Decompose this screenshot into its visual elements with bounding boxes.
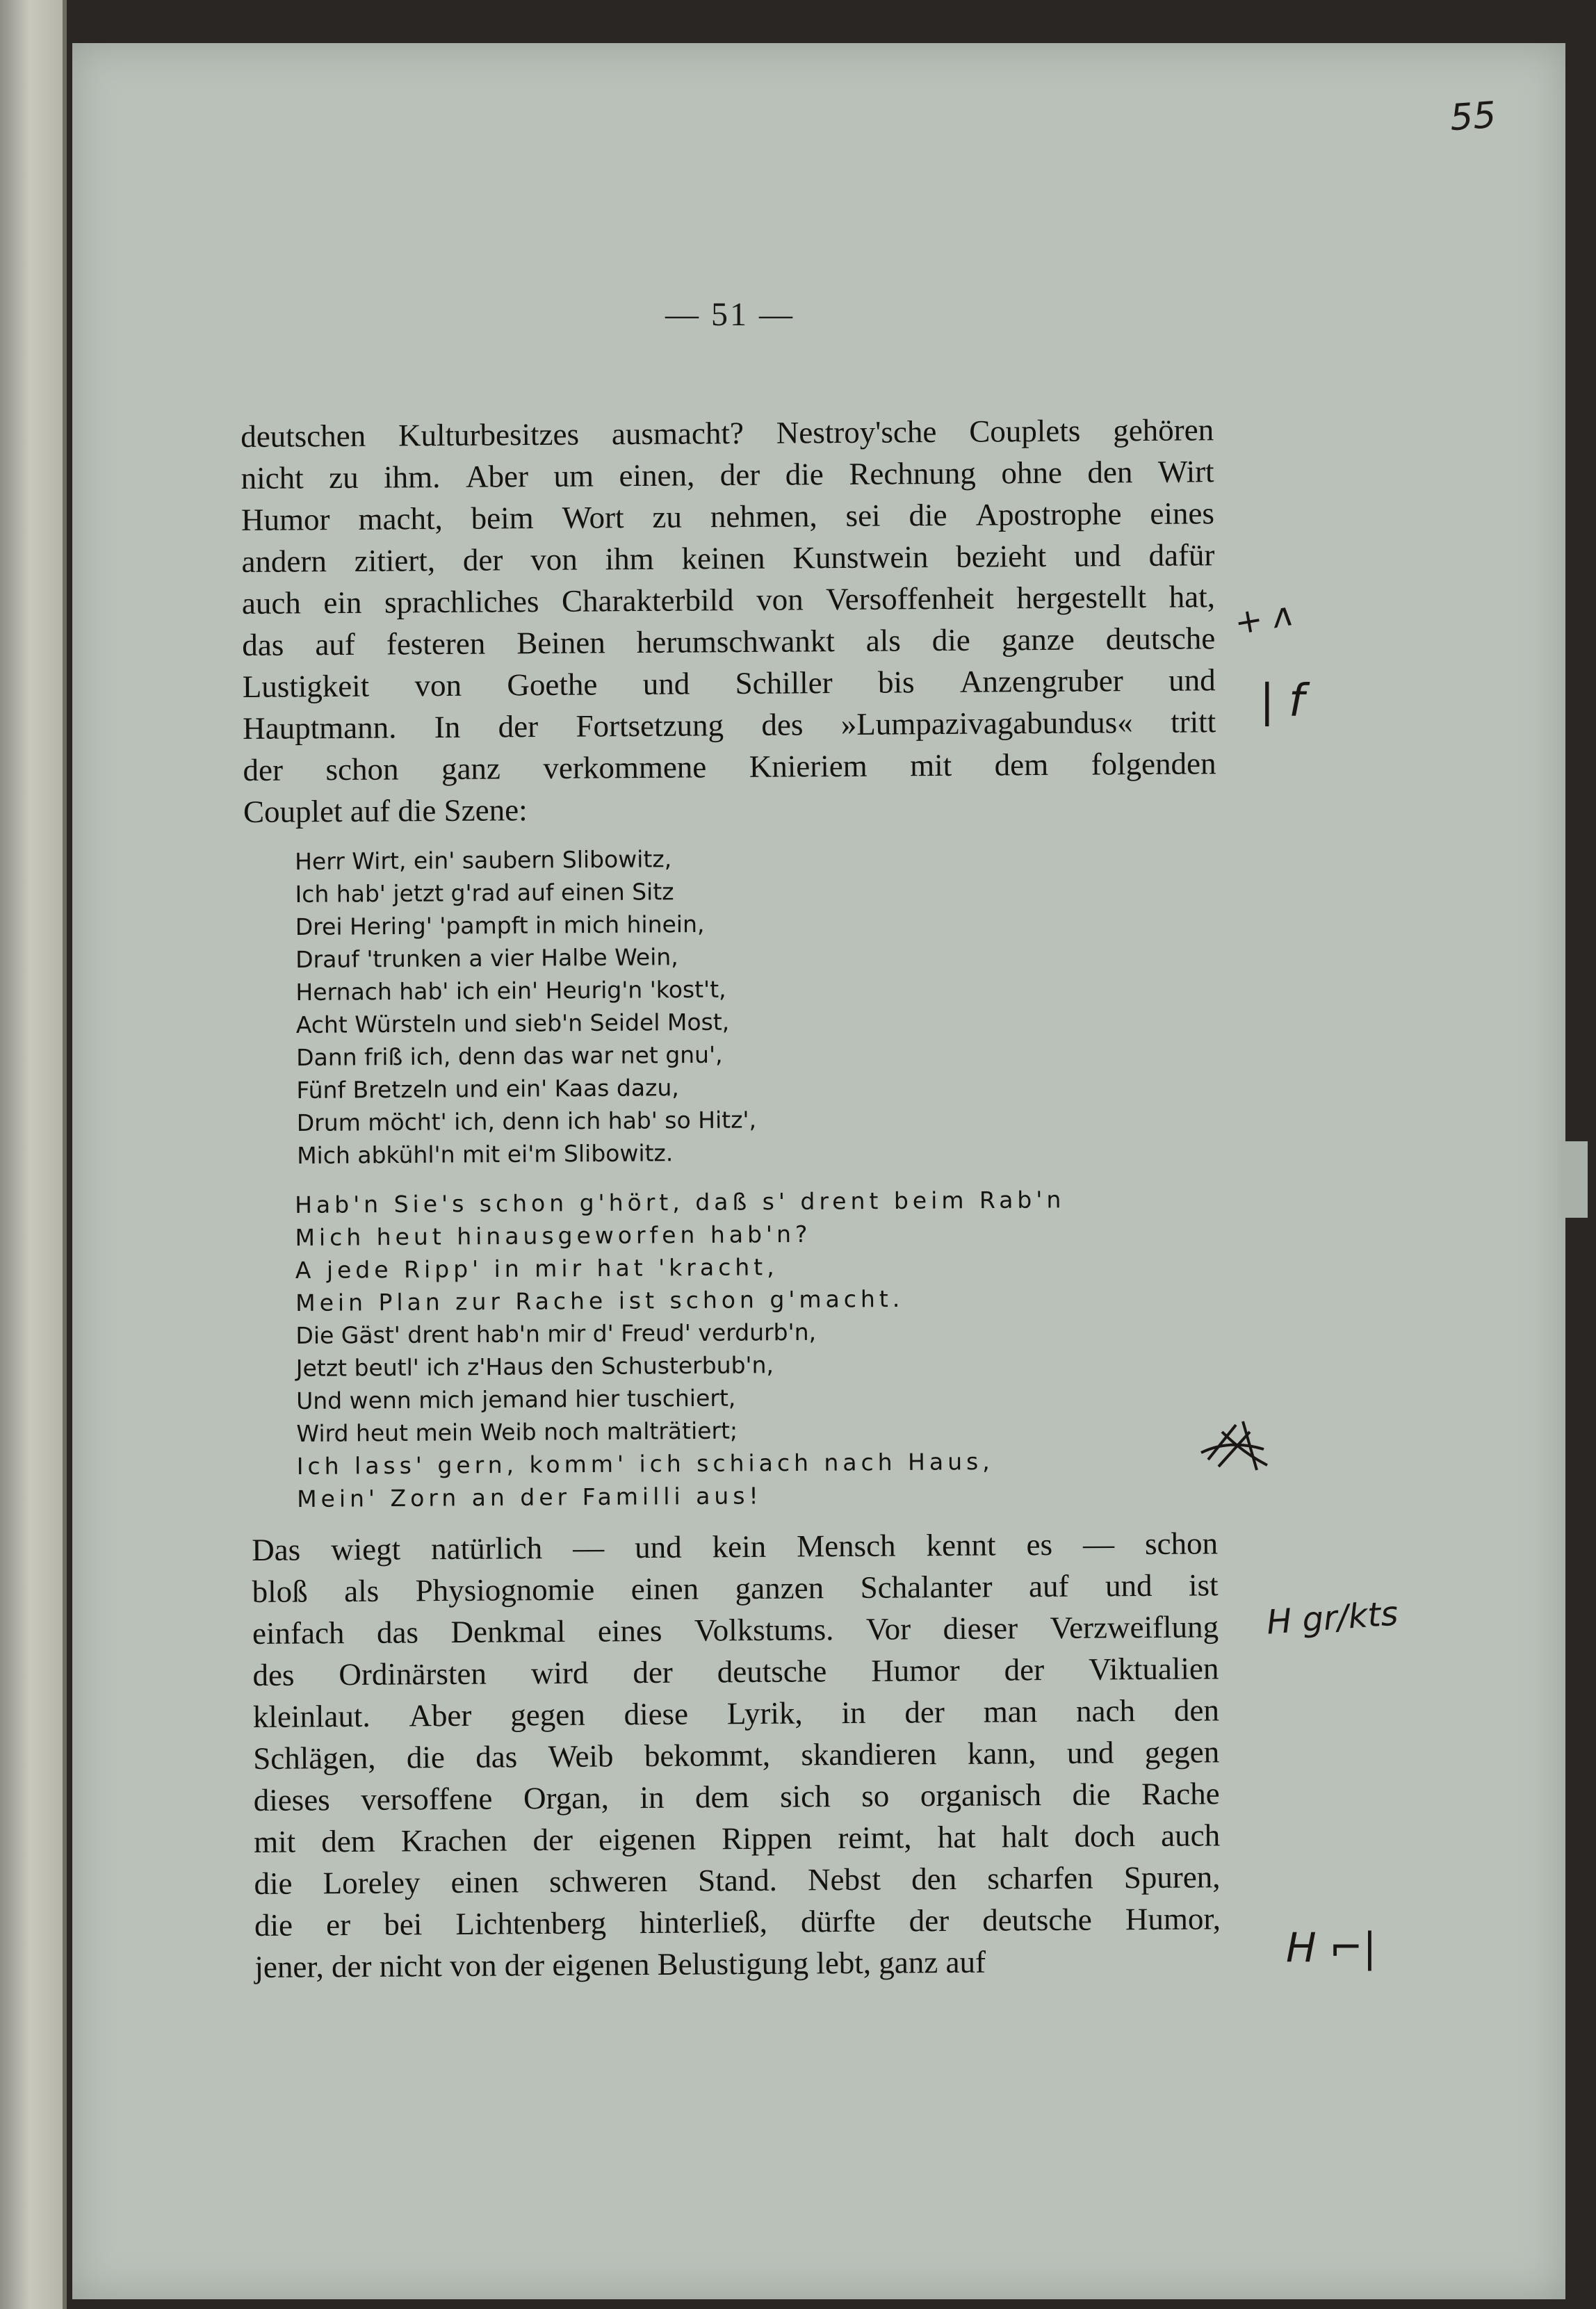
text-line: des Ordinärsten wird der deutsche Humor der Viktualien [252, 1651, 1219, 1692]
text-line: das auf festeren Beinen herumschwankt als die ganze deutsche [242, 621, 1216, 662]
book-spine-edge [0, 0, 67, 2309]
verse-line: Mein Plan zur Rache ist schon g'macht. [295, 1284, 904, 1316]
text-line: nicht zu ihm. Aber um einen, der die Rechnung ohne den Wirt [241, 454, 1214, 496]
couplet-stanza-2 [295, 1182, 1200, 1515]
verse-line: Herr Wirt, ein' saubern Slibowitz, [295, 845, 672, 875]
verse-line: Die Gäst' drent hab'n mir d' Freud' verdurb'n, [295, 1318, 817, 1349]
text-line: auch ein sprachliches Charakterbild von Versoffenheit hergestellt hat, [241, 579, 1216, 621]
text-line: Hauptmann. In der Fortsetzung des »Lumpazivagabundus« tritt [242, 704, 1216, 746]
margin-annotation-2: | f [1260, 676, 1305, 727]
verse-line: Mich abkühl'n mit ei'm Slibowitz. [296, 1139, 674, 1169]
page-crease [1560, 1141, 1588, 1218]
text-line: Lustigkeit von Goethe und Schiller bis Anzengruber und [242, 662, 1216, 704]
margin-annotation-1: + ʌ [1231, 594, 1296, 643]
text-line: Couplet auf die Szene: [243, 792, 528, 829]
verse-line: Hernach hab' ich ein' Heurig'n 'kost't, [295, 975, 726, 1006]
text-line: deutschen Kulturbesitzes ausmacht? Nestroy'sche Couplets gehören [241, 412, 1214, 454]
text-line: einfach das Denkmal eines Volkstums. Vor dieser Verzweiflung [252, 1609, 1219, 1651]
text-line: die er bei Lichtenberg hinterließ, dürfte der deutsche Humor, [254, 1901, 1221, 1943]
text-line: Humor macht, beim Wort zu nehmen, sei die Apostrophe eines [241, 496, 1215, 537]
verse-line: Mein' Zorn an der Familli aus! [296, 1482, 763, 1512]
verse-line: Mich heut hinausgeworfen hab'n? [295, 1220, 812, 1251]
verse-line: Wird heut mein Weib noch malträtiert; [296, 1417, 738, 1447]
text-line: jener, der nicht von der eigenen Belustigung lebt, ganz auf [254, 1944, 986, 1984]
text-line: die Loreley einen schweren Stand. Nebst den scharfen Spuren, [254, 1859, 1221, 1901]
verse-line: Drauf 'trunken a vier Halbe Wein, [295, 943, 678, 973]
page-number: — 51 — [665, 296, 795, 333]
text-line: Schlägen, die das Weib bekommt, skandieren kann, und gegen [253, 1734, 1220, 1776]
text-line: Das wiegt natürlich — und kein Mensch kennt es — schon [252, 1526, 1219, 1567]
paragraph-2 [252, 1522, 1221, 1988]
text-line: andern zitiert, der von ihm keinen Kunstwein bezieht und dafür [241, 537, 1215, 579]
verse-line: Ich hab' jetzt g'rad auf einen Sitz [295, 878, 674, 908]
verse-line: Acht Würsteln und sieb'n Seidel Most, [295, 1008, 730, 1038]
verse-line: Dann friß ich, denn das war net gnu', [295, 1041, 723, 1071]
margin-annotation-3: H gr/kts [1265, 1594, 1400, 1642]
couplet-stanza-1 [295, 839, 1200, 1172]
verse-line: Jetzt beutl' ich z'Haus den Schusterbub'n, [295, 1351, 774, 1382]
margin-scribble-mark [1194, 1411, 1278, 1480]
paragraph-1 [241, 409, 1216, 833]
verse-line: Und wenn mich jemand hier tuschiert, [295, 1384, 736, 1414]
text-line: dieses versoffene Organ, in dem sich so organisch die Rache [253, 1776, 1220, 1818]
text-line: mit dem Krachen der eigenen Rippen reimt, hat halt doch auch [253, 1818, 1221, 1859]
verse-line: Ich lass' gern, komm' ich schiach nach Haus, [296, 1447, 994, 1480]
text-line: bloß als Physiognomie einen ganzen Schalanter auf und ist [252, 1567, 1219, 1609]
verse-line: Drei Hering' 'pampft in mich hinein, [295, 910, 705, 940]
margin-annotation-4: H ⌐| [1286, 1924, 1377, 1971]
text-line: der schon ganz verkommene Knieriem mit dem folgenden [243, 746, 1216, 788]
text-line: kleinlaut. Aber gegen diese Lyrik, in der man nach den [252, 1692, 1220, 1734]
verse-line: Fünf Bretzeln und ein' Kaas dazu, [296, 1074, 679, 1104]
verse-line: Hab'n Sie's schon g'hört, daß s' drent beim Rab'n [295, 1186, 1066, 1218]
folio-number: 55 [1448, 94, 1498, 140]
verse-line: Drum möcht' ich, denn ich hab' so Hitz', [296, 1106, 757, 1136]
verse-line: A jede Ripp' in mir hat 'kracht, [295, 1253, 779, 1284]
